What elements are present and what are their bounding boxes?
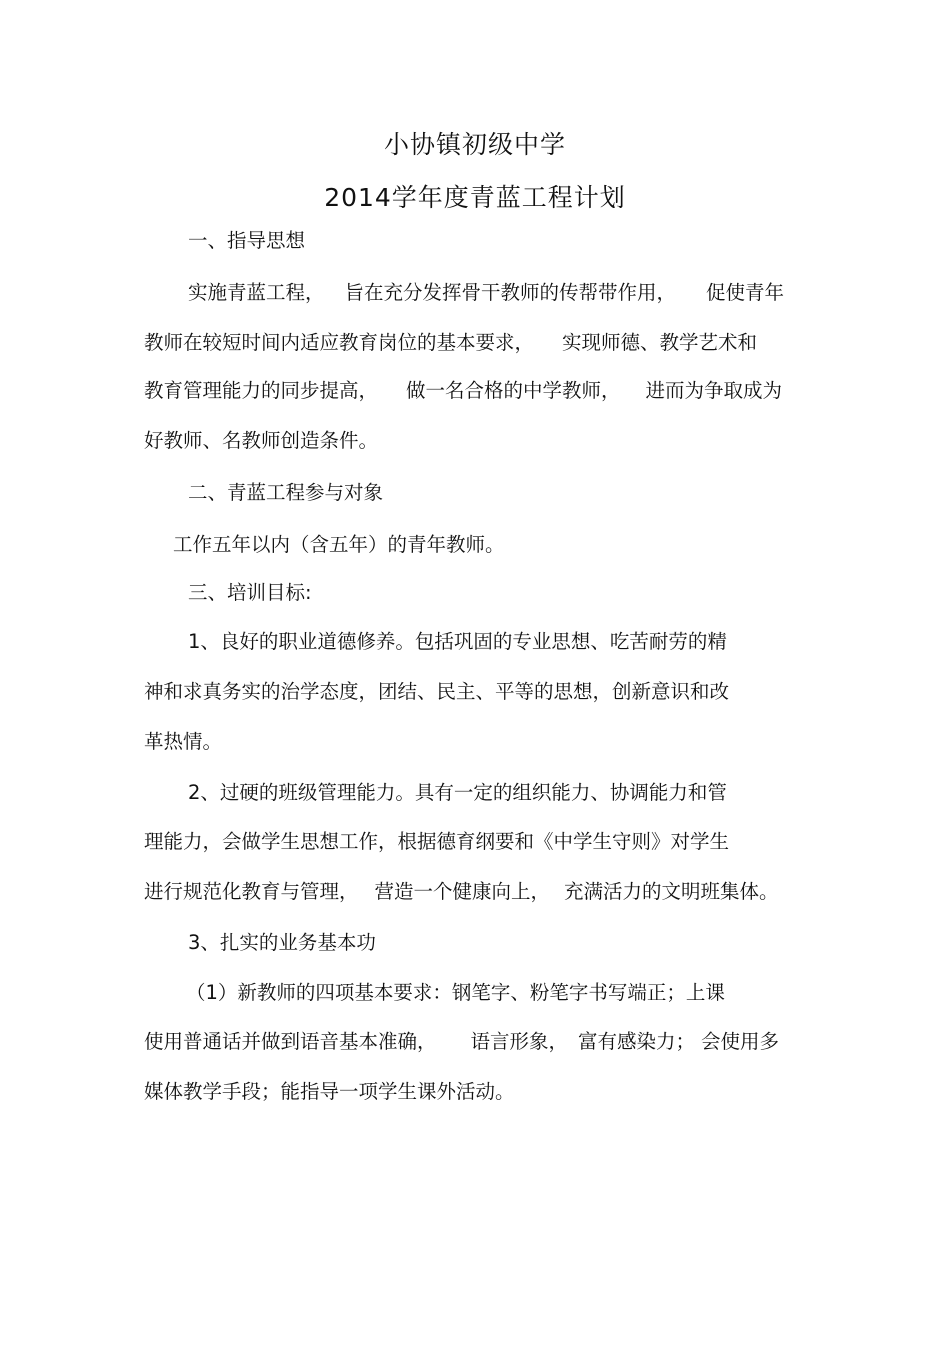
section-2-heading: 二、青蓝工程参与对象 [188,481,384,504]
text-segment: 充满活力的文明班集体。 [564,880,779,903]
text-segment: 教育管理能力的同步提高， [144,379,379,402]
school-name: 小协镇初级中学 [383,130,566,159]
text-segment: 实现师德、教学艺术和 [562,331,758,354]
paragraph-line: 好教师、名教师创造条件。 [144,429,379,452]
paragraph-line: 革热情。 [144,730,223,753]
paragraph-line: （1）新教师的四项基本要求：钢笔字、粉笔字书写端正；上课 [186,981,725,1004]
paragraph-line: 工作五年以内（含五年）的青年教师。 [173,533,505,556]
paragraph-line: 理能力，会做学生思想工作，根据德育纲要和《中学生守则》对学生 [144,830,730,853]
paragraph-line [144,1027,779,1057]
text-segment: 营造一个健康向上， [374,880,551,903]
text-segment: 会使用多 [701,1030,780,1053]
paragraph-line [188,278,784,308]
paragraph-line [144,877,779,907]
text-segment: 做一名合格的中学教师， [406,379,621,402]
section-3-heading: 三、培训目标: [188,581,312,604]
text-segment: 旨在充分发挥骨干教师的传帮带作用， [344,281,677,304]
paragraph-line: 媒体教学手段；能指导一项学生课外活动。 [144,1080,515,1103]
paragraph-line [144,328,757,358]
section-1-heading: 一、指导思想 [188,229,306,252]
subsection-heading: 3、扎实的业务基本功 [188,931,376,954]
paragraph-line: 2、过硬的班级管理能力。具有一定的组织能力、协调能力和管 [188,781,727,804]
text-segment: 进行规范化教育与管理， [144,880,359,903]
paragraph-line: 神和求真务实的治学态度，团结、民主、平等的思想，创新意识和改 [144,680,730,703]
document-title: 2014学年度青蓝工程计划 [324,183,626,212]
text-segment: 进而为争取成为 [645,379,783,402]
text-segment: 使用普通话并做到语音基本准确， [144,1030,437,1053]
text-segment: 语言形象， [470,1030,569,1053]
paragraph-line [144,376,782,406]
text-segment: 实施青蓝工程， [188,281,325,304]
text-segment: 教师在较短时间内适应教育岗位的基本要求， [144,331,535,354]
text-segment: 促使青年 [706,281,785,304]
paragraph-line: 1、良好的职业道德修养。包括巩固的专业思想、吃苦耐劳的精 [188,630,727,653]
text-segment: 富有感染力； [578,1030,696,1053]
